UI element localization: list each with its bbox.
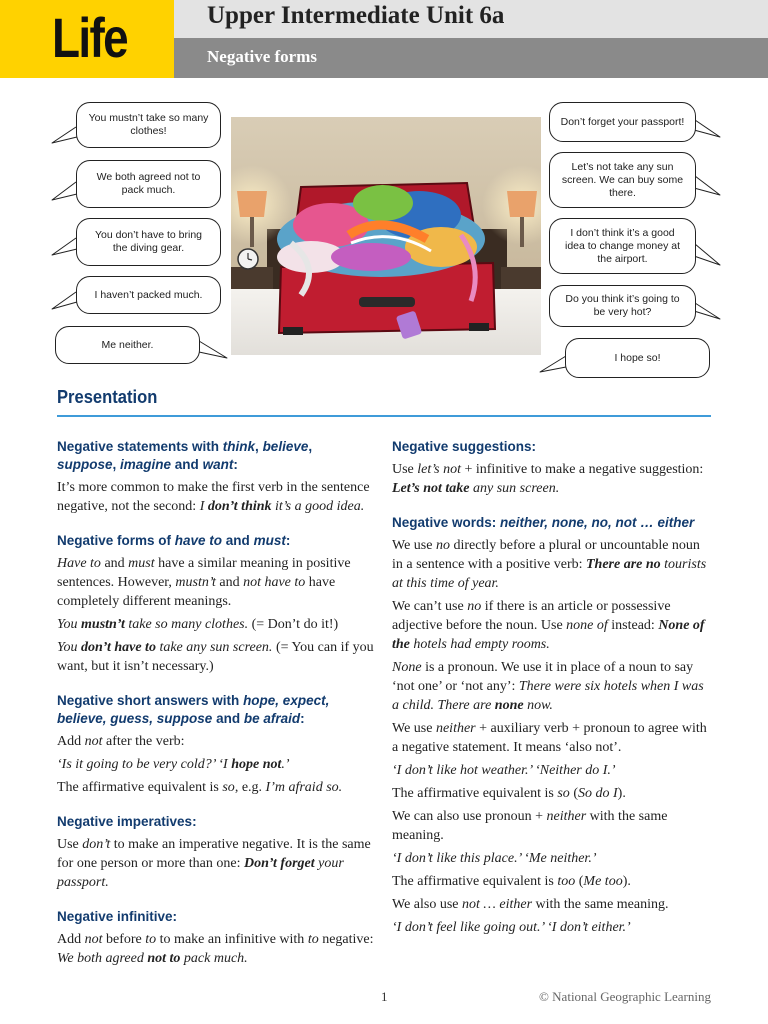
section-paragraph <box>57 732 375 751</box>
text-run: too <box>557 874 576 889</box>
text-run: directly before a plural or uncountable noun in a sentence with a positive verb: <box>392 538 700 572</box>
section-gap <box>392 502 712 514</box>
text-run: pack much. <box>180 951 248 966</box>
left-column <box>57 438 375 984</box>
text-run: mustn’t <box>81 617 125 632</box>
text-run: after the verb: <box>102 734 185 749</box>
text-run: ). <box>617 786 626 801</box>
text-run: your passport. <box>57 856 344 890</box>
text-run: Me too <box>583 874 623 889</box>
section-paragraph <box>392 918 712 937</box>
text-run: and <box>212 711 244 726</box>
text-run: ‘I don’t feel like going out.’ ‘I don’t either.’ <box>392 920 631 935</box>
section-paragraph <box>57 755 375 774</box>
speech-bubble: I don’t think it’s a good idea to change money at the airport. <box>549 218 696 274</box>
text-run: None <box>392 660 422 675</box>
section-heading <box>57 532 375 550</box>
text-run: have a similar meaning in positive sentences. However, <box>57 556 351 590</box>
text-run: have completely different meanings. <box>57 575 336 609</box>
text-run: Use <box>392 462 418 477</box>
section-paragraph <box>57 615 375 634</box>
section-paragraph <box>57 478 375 516</box>
copyright-notice: © National Geographic Learning <box>539 989 711 1004</box>
section-paragraph <box>57 930 375 968</box>
text-run: to make an infinitive with <box>156 932 308 947</box>
text-run: Let’s not take <box>392 481 470 496</box>
text-run: not … either <box>462 897 533 912</box>
text-run: Negative forms of <box>57 533 175 548</box>
text-run: ‘Is it going to be very cold?’ ‘I <box>57 757 232 772</box>
text-run: so <box>557 786 570 801</box>
text-run: any sun screen. <box>469 481 560 496</box>
section-paragraph <box>57 778 375 797</box>
section-paragraph <box>392 849 712 868</box>
text-run: It’s more common to make the first verb in the sentence negative, not the second: <box>57 480 370 514</box>
text-run: I’m afraid so. <box>265 780 343 795</box>
lesson-subtitle: Negative forms <box>207 47 317 66</box>
text-run: , <box>112 457 121 472</box>
text-run: hope not <box>231 757 282 772</box>
text-run: before <box>102 932 146 947</box>
text-run: mustn’t <box>175 575 216 590</box>
text-run: We can also use pronoun + <box>392 809 547 824</box>
speech-bubble: You don’t have to bring the diving gear. <box>76 218 221 266</box>
text-run: : <box>233 457 238 472</box>
text-run: to make an imperative negative. It is the same for one person or more than one: <box>57 837 371 871</box>
text-run: not to <box>147 951 181 966</box>
presentation-heading: Presentation <box>57 387 158 407</box>
text-run: We both agreed <box>57 951 148 966</box>
suitcase-photo <box>231 117 541 355</box>
text-run: We can’t use <box>392 599 468 614</box>
text-run: to <box>145 932 157 947</box>
section-paragraph <box>392 597 712 654</box>
text-run: and <box>222 533 254 548</box>
text-run: (= You can if you want, but it isn’t necessary.) <box>57 640 374 674</box>
right-column <box>392 438 712 953</box>
text-run: There were six hotels when I was a child. There are <box>392 679 704 713</box>
section-paragraph <box>392 761 712 780</box>
text-run: think <box>222 439 256 454</box>
text-run: I <box>199 499 208 514</box>
section-heading <box>57 813 375 831</box>
text-run: The affirmative equivalent is <box>57 780 223 795</box>
text-run: None of the <box>392 618 705 652</box>
text-run: Negative imperatives: <box>57 814 197 829</box>
section-paragraph <box>392 784 712 803</box>
text-run: + auxiliary verb + pronoun to agree with a negative statement. It means ‘also not’. <box>392 721 707 755</box>
text-run: not <box>84 932 103 947</box>
section-heading <box>57 692 375 728</box>
text-run: Negative words: <box>392 515 501 530</box>
section-paragraph <box>392 719 712 757</box>
section-heading <box>392 514 712 532</box>
section-heading <box>57 438 375 474</box>
text-run: and <box>100 556 129 571</box>
text-run: Negative short answers with <box>57 693 244 708</box>
text-run: with the same meaning. <box>532 897 669 912</box>
text-run: imagine <box>120 457 172 472</box>
text-run: and <box>171 457 203 472</box>
text-run: don’t think <box>207 499 272 514</box>
text-run: Don’t forget <box>244 856 315 871</box>
text-run: suppose <box>57 457 113 472</box>
text-run: no <box>467 599 482 614</box>
text-run: Negative suggestions: <box>392 439 537 454</box>
text-run: it’s a good idea. <box>271 499 365 514</box>
text-run: believe <box>262 439 309 454</box>
text-run: There are no <box>586 557 661 572</box>
text-run: take any sun screen. <box>155 640 273 655</box>
text-run: no <box>435 538 450 553</box>
text-run: neither <box>546 809 587 824</box>
text-run: so <box>222 780 235 795</box>
life-logo: Life <box>52 6 128 69</box>
text-run: don’t <box>82 837 111 852</box>
section-paragraph <box>392 658 712 715</box>
text-run: We use <box>392 721 436 736</box>
section-paragraph <box>392 536 712 593</box>
text-run: have to <box>174 533 223 548</box>
text-run: neither <box>435 721 476 736</box>
section-paragraph <box>57 835 375 892</box>
speech-bubble: We both agreed not to pack much. <box>76 160 221 208</box>
section-paragraph <box>57 554 375 611</box>
text-run: let’s not <box>417 462 461 477</box>
text-run: .’ <box>281 757 290 772</box>
text-run: hotels had empty rooms. <box>409 637 550 652</box>
section-gap <box>57 801 375 813</box>
subtitle-bar <box>174 38 768 78</box>
section-gap <box>57 972 375 984</box>
text-run: not <box>84 734 103 749</box>
speech-bubble: Let’s not take any sun screen. We can buy some there. <box>549 152 696 208</box>
speech-bubble: Me neither. <box>55 326 200 364</box>
text-run: , e.g. <box>234 780 266 795</box>
text-run: now. <box>523 698 553 713</box>
text-run: : <box>285 533 291 548</box>
section-paragraph <box>392 895 712 914</box>
text-run: instead: <box>607 618 659 633</box>
text-run: : <box>300 711 305 726</box>
section-gap <box>57 680 375 692</box>
text-run: You <box>57 640 82 655</box>
text-run: want <box>202 457 234 472</box>
text-run: ). <box>622 874 631 889</box>
text-run: must <box>253 533 286 548</box>
text-run: neither, none, no, not … either <box>500 515 695 530</box>
speech-bubble: Don’t forget your passport! <box>549 102 696 142</box>
section-paragraph <box>392 460 712 498</box>
text-run: Negative infinitive: <box>57 909 178 924</box>
section-paragraph <box>57 638 375 676</box>
text-run: ( <box>569 786 578 801</box>
text-run: , <box>308 439 313 454</box>
speech-bubble: You mustn’t take so many clothes! <box>76 102 221 148</box>
text-run: don’t have to <box>81 640 156 655</box>
text-run: be afraid <box>243 711 301 726</box>
text-run: So do I <box>577 786 618 801</box>
text-run: Use <box>57 837 83 852</box>
text-run: must <box>128 556 155 571</box>
text-run: Negative statements with <box>57 439 223 454</box>
text-run: (= Don’t do it!) <box>248 617 339 632</box>
text-run: to <box>307 932 319 947</box>
text-run: + infinitive to make a negative suggestion: <box>460 462 704 477</box>
text-run: none <box>494 698 524 713</box>
logo-box <box>0 0 174 78</box>
text-run: not have to <box>243 575 306 590</box>
unit-title: Upper Intermediate Unit 6a <box>207 2 505 29</box>
text-run: We use <box>392 538 436 553</box>
text-run: Add <box>57 734 85 749</box>
text-run: with the same meaning. <box>392 809 668 843</box>
text-run: none of <box>566 618 608 633</box>
page-number: 1 <box>381 989 388 1004</box>
section-heading <box>57 908 375 926</box>
text-run: is a pronoun. We use it in place of a noun to say ‘not one’ or ‘not any’: <box>392 660 694 694</box>
text-run: ( <box>575 874 584 889</box>
text-run: You <box>57 617 82 632</box>
text-run: negative: <box>318 932 374 947</box>
text-run: Add <box>57 932 85 947</box>
speech-bubble: Do you think it’s going to be very hot? <box>549 285 696 327</box>
text-run: The affirmative equivalent is <box>392 874 558 889</box>
section-paragraph <box>392 872 712 891</box>
section-paragraph <box>392 807 712 845</box>
text-run: if there is an article or possessive adjective before the noun. Use <box>392 599 671 633</box>
text-run: tourists at this time of year. <box>392 557 707 591</box>
presentation-rule <box>57 415 711 417</box>
text-run: take so many clothes. <box>124 617 249 632</box>
text-run: , <box>255 439 263 454</box>
text-run: hope, expect, believe, guess, suppose <box>57 693 330 726</box>
section-gap <box>392 941 712 953</box>
text-run: and <box>215 575 244 590</box>
speech-bubble: I haven’t packed much. <box>76 276 221 314</box>
text-run: ‘I don’t like hot weather.’ ‘Neither do I.’ <box>392 763 616 778</box>
section-gap <box>57 896 375 908</box>
section-gap <box>57 520 375 532</box>
text-run: ‘I don’t like this place.’ ‘Me neither.’ <box>392 851 597 866</box>
text-run: We also use <box>392 897 463 912</box>
text-run: Have to <box>57 556 101 571</box>
speech-bubble: I hope so! <box>565 338 710 378</box>
text-run: The affirmative equivalent is <box>392 786 558 801</box>
title-bar <box>174 0 768 38</box>
open-suitcase-on-bed-image <box>231 117 541 355</box>
section-heading <box>392 438 712 456</box>
